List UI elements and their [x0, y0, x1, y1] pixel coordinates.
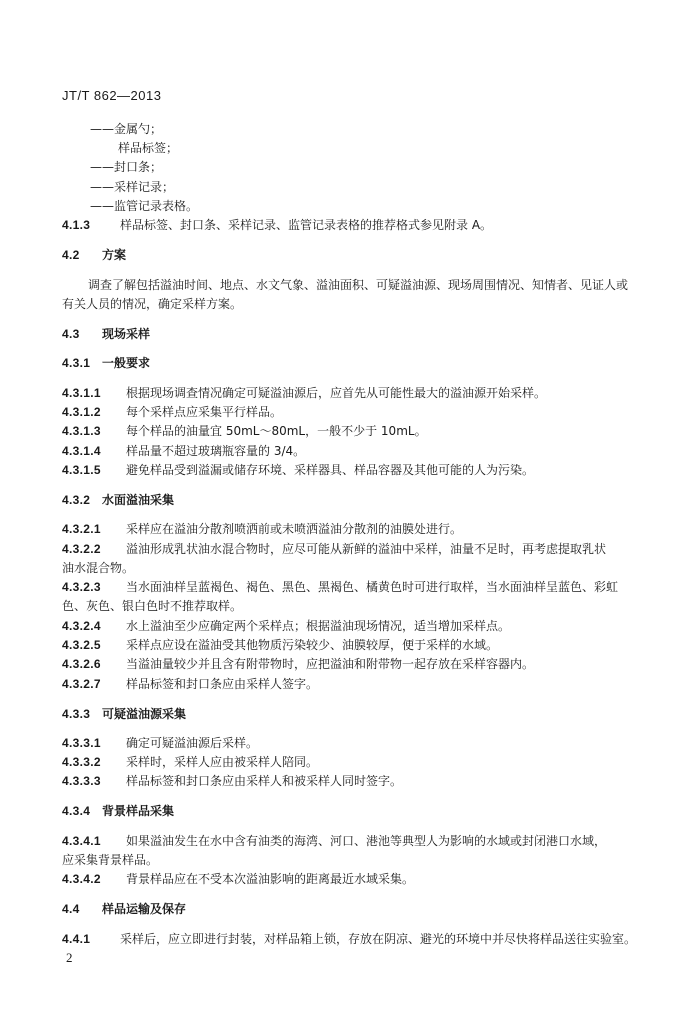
section-heading-4-4 [62, 901, 186, 917]
section-number: 4.4 [62, 902, 80, 916]
clause-text: 避免样品受到溢漏或储存环境、采样器具、样品容器及其他可能的人为污染。 [126, 463, 535, 477]
clause-number: 4.3.3.3 [62, 774, 101, 788]
clause-number: 4.1.3 [62, 218, 91, 232]
clause-item [62, 521, 462, 537]
clause-text: 样品标签和封口条应由采样人签字。 [126, 677, 319, 691]
clause-number: 4.3.3.1 [62, 736, 101, 750]
clause-4-1-3 [62, 217, 492, 233]
clause-text: 如果溢油发生在水中含有油类的海湾、河口、港池等典型人为影响的水域或封闭港口水域， [126, 834, 607, 848]
clause-number: 4.3.1.1 [62, 386, 101, 400]
clause-continuation: 应采集背景样品。 [62, 853, 159, 867]
clause-item [62, 754, 318, 770]
clause-number: 4.3.1.3 [62, 424, 101, 438]
clause-item [62, 618, 510, 634]
subsection-title: 一般要求 [102, 356, 151, 370]
subsection-heading-4-3-4 [62, 803, 174, 819]
standard-code: JT/T 862—2013 [62, 88, 162, 103]
clause-number: 4.3.1.5 [62, 463, 101, 477]
subsection-number: 4.3.2 [62, 493, 91, 507]
subsection-title: 可疑溢油源采集 [102, 707, 187, 721]
clause-item [62, 773, 402, 789]
subsection-heading-4-3-2 [62, 492, 174, 508]
clause-4-4-1 [62, 931, 636, 947]
clause-number: 4.3.2.6 [62, 657, 101, 671]
paragraph-line: 有关人员的情况，确定采样方案。 [62, 297, 243, 311]
clause-text: 每个样品的油量宜 50mL～80mL，一般不少于 10mL。 [126, 424, 427, 438]
clause-number: 4.3.2.4 [62, 619, 101, 633]
subsection-number: 4.3.4 [62, 804, 91, 818]
section-number: 4.3 [62, 327, 80, 341]
list-item: ——封口条； [90, 160, 163, 174]
clause-text: 采样应在溢油分散剂喷洒前或未喷洒溢油分散剂的油膜处进行。 [126, 522, 463, 536]
clause-item [62, 443, 305, 459]
clause-text: 样品标签、封口条、采样记录、监管记录表格的推荐格式参见附录 A。 [120, 218, 493, 232]
clause-item [62, 385, 546, 401]
clause-text: 当水面油样呈蓝褐色、褐色、黑色、黑褐色、橘黄色时可进行取样，当水面油样呈蓝色、彩虹 [126, 580, 619, 594]
clause-text: 每个采样点应采集平行样品。 [126, 405, 283, 419]
subsection-title: 水面溢油采集 [102, 493, 175, 507]
clause-text: 样品量不超过玻璃瓶容量的 3/4。 [126, 444, 306, 458]
clause-number: 4.3.4.2 [62, 872, 101, 886]
clause-number: 4.3.2.2 [62, 542, 101, 556]
subsection-heading-4-3-3 [62, 706, 186, 722]
clause-item [62, 833, 606, 849]
clause-item [62, 735, 258, 751]
clause-text: 采样后，应立即进行封装，对样品箱上锁，存放在阴凉、避光的环境中并尽快将样品送往实验室。 [120, 932, 637, 946]
section-number: 4.2 [62, 248, 80, 262]
subsection-number: 4.3.3 [62, 707, 91, 721]
clause-item [62, 462, 534, 478]
clause-text: 当溢油量较少并且含有附带物时，应把溢油和附带物一起存放在采样容器内。 [126, 657, 535, 671]
clause-number: 4.3.1.2 [62, 405, 101, 419]
clause-number: 4.3.4.1 [62, 834, 101, 848]
clause-number: 4.3.3.2 [62, 755, 101, 769]
clause-continuation: 色、灰色、银白色时不推荐取样。 [62, 599, 243, 613]
section-title: 方案 [102, 248, 127, 262]
page-number: 2 [66, 950, 73, 965]
clause-text: 确定可疑溢油源后采样。 [126, 736, 259, 750]
section-heading-4-3 [62, 326, 150, 342]
clause-item [62, 579, 618, 595]
clause-item [62, 871, 414, 887]
clause-item [62, 423, 427, 439]
list-item: 样品标签； [118, 141, 179, 155]
clause-item [62, 637, 498, 653]
clause-text: 根据现场调查情况确定可疑溢油源后，应首先从可能性最大的溢油源开始采样。 [126, 386, 547, 400]
clause-item [62, 541, 606, 557]
clause-number: 4.3.2.3 [62, 580, 101, 594]
clause-text: 水上溢油至少应确定两个采样点；根据溢油现场情况，适当增加采样点。 [126, 619, 511, 633]
list-item: ——金属勺； [90, 122, 163, 136]
section-title: 现场采样 [102, 327, 151, 341]
subsection-title: 背景样品采集 [102, 804, 175, 818]
subsection-heading-4-3-1 [62, 355, 150, 371]
clause-item [62, 656, 534, 672]
clause-text: 采样点应设在溢油受其他物质污染较少、油膜较厚，便于采样的水域。 [126, 638, 499, 652]
clause-item [62, 676, 318, 692]
clause-text: 溢油形成乳状油水混合物时，应尽可能从新鲜的溢油中采样，油量不足时，再考虑提取乳状 [126, 542, 607, 556]
section-heading-4-2 [62, 247, 126, 263]
clause-text: 样品标签和封口条应由采样人和被采样人同时签字。 [126, 774, 403, 788]
clause-number: 4.3.2.5 [62, 638, 101, 652]
clause-number: 4.4.1 [62, 932, 91, 946]
clause-continuation: 油水混合物。 [62, 561, 135, 575]
list-item: ——监管记录表格。 [90, 199, 199, 213]
clause-text: 采样时，采样人应由被采样人陪同。 [126, 755, 319, 769]
clause-number: 4.3.2.7 [62, 677, 101, 691]
clause-text: 背景样品应在不受本次溢油影响的距离最近水域采集。 [126, 872, 415, 886]
clause-number: 4.3.2.1 [62, 522, 101, 536]
list-item: ——采样记录； [90, 180, 175, 194]
paragraph-line: 调查了解包括溢油时间、地点、水文气象、溢油面积、可疑溢油源、现场周围情况、知情者、见证人或 [88, 278, 629, 292]
section-title: 样品运输及保存 [102, 902, 187, 916]
clause-number: 4.3.1.4 [62, 444, 101, 458]
clause-item [62, 404, 282, 420]
subsection-number: 4.3.1 [62, 356, 91, 370]
